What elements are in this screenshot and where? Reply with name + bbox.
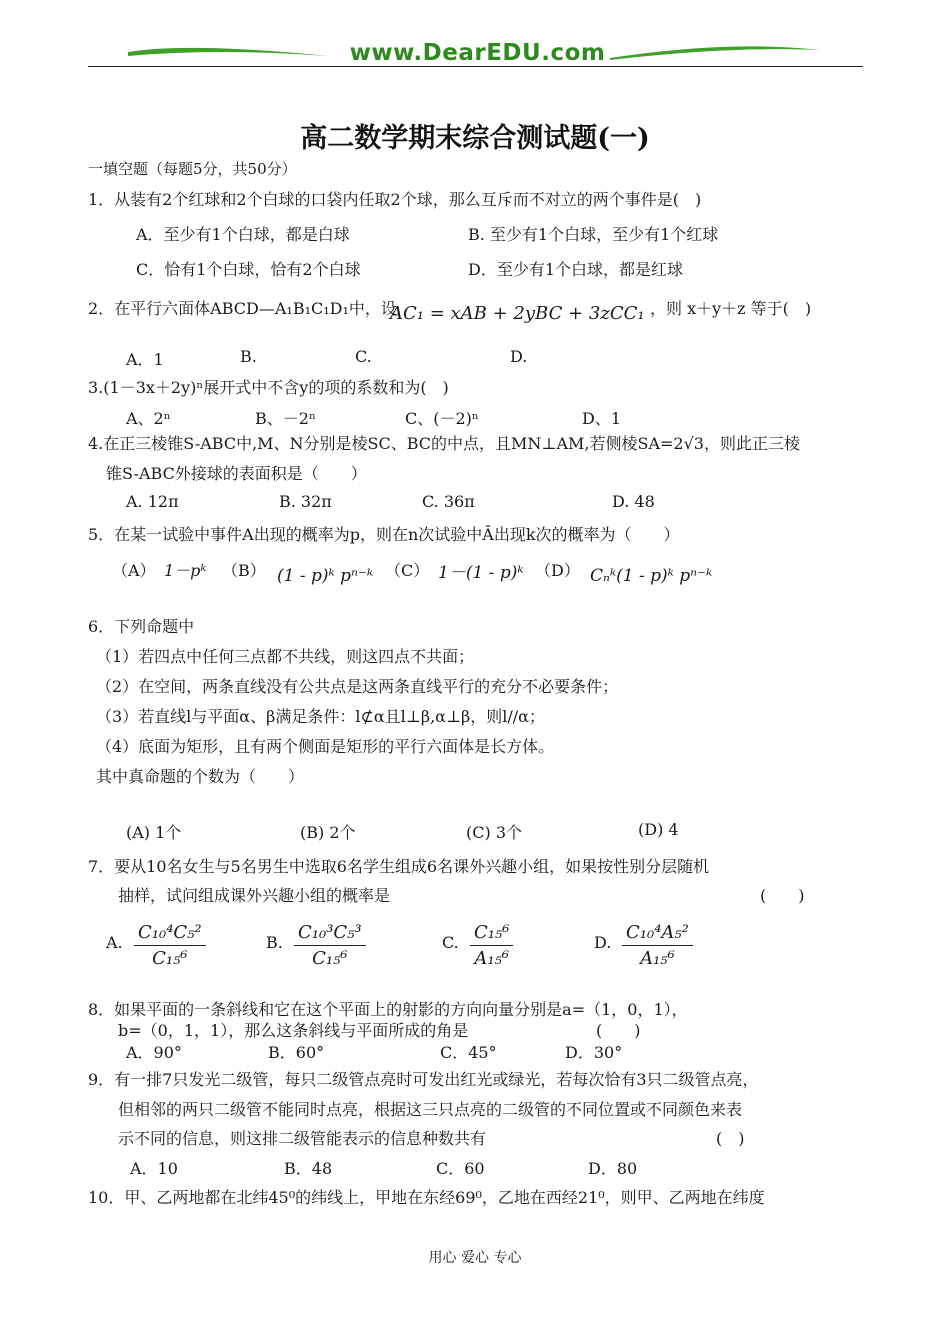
q7-option-c-fraction — [470, 922, 513, 969]
q1-option-b: B. 至少有1个白球，至少有1个红球 — [468, 225, 719, 244]
q9-line3: 示不同的信息，则这排二级管能表示的信息种数共有 — [118, 1129, 487, 1148]
q7-option-a-numerator: C₁₀⁴C₅² — [134, 922, 206, 946]
logo-text[interactable]: www.DearEDU.com — [349, 40, 606, 66]
q7-option-d-label: D. — [594, 933, 612, 952]
q6-question: 其中真命题的个数为（ ） — [96, 767, 305, 786]
q8-option-c: C．45° — [440, 1043, 497, 1062]
q6-statement-1: （1）若四点中任何三点都不共线，则这四点不共面； — [96, 647, 475, 666]
q7-paren: ( ) — [760, 886, 805, 905]
q8-option-d: D．30° — [565, 1043, 623, 1062]
q9-option-b: B．48 — [284, 1159, 333, 1178]
q2-formula: AC₁ = xAB + 2yBC + 3zCC₁ — [390, 303, 645, 324]
q7-option-c-numerator: C₁₅⁶ — [470, 922, 513, 946]
q1-option-a: A．至少有1个白球，都是白球 — [136, 225, 350, 244]
q5-option-b-expr: (1 - p)ᵏ pⁿ⁻ᵏ — [277, 566, 374, 586]
q4-option-a: A. 12π — [126, 492, 179, 511]
q5-option-b-label: （B） — [222, 561, 266, 580]
q6-stem: 6．下列命题中 — [88, 617, 195, 636]
q4-line2: 锥S-ABC外接球的表面积是（ ） — [106, 464, 367, 483]
q4-option-d: D. 48 — [612, 492, 655, 511]
q6-option-d: (D) 4 — [638, 820, 679, 839]
q5-option-a-label: （A） — [112, 561, 156, 580]
q3-option-d: D、1 — [582, 409, 622, 428]
q9-option-d: D．80 — [588, 1159, 638, 1178]
q6-option-c: (C) 3个 — [466, 823, 522, 842]
q7-line1: 7．要从10名女生与5名男生中选取6名学生组成6名课外兴趣小组，如果按性别分层随机 — [88, 857, 710, 876]
q7-option-c-label: C. — [442, 933, 459, 952]
q9-line1: 9．有一排7只发光二级管，每只二级管点亮时可发出红光或绿光，若每次恰有3只二级管点亮， — [88, 1070, 759, 1089]
q2-option-d: D. — [510, 347, 528, 366]
q7-option-c-denominator: A₁₅⁶ — [474, 948, 510, 969]
q7-option-b-label: B. — [266, 933, 283, 952]
q4-option-b: B. 32π — [279, 492, 332, 511]
q2-stem: 2．在平行六面体ABCD—A₁B₁C₁D₁中，设 — [88, 299, 397, 318]
q5-option-c-label: （C） — [385, 561, 430, 580]
q7-option-a-fraction — [134, 922, 206, 969]
q3-option-b: B、－2ⁿ — [255, 409, 316, 428]
q5-stem: 5．在某一试验中事件A出现的概率为p，则在n次试验中Ā出现k次的概率为（ ） — [88, 525, 680, 544]
q1-stem: 1．从装有2个红球和2个白球的口袋内任取2个球，那么互斥而不对立的两个事件是( ) — [88, 190, 702, 209]
page-footer: 用心 爱心 专心 — [428, 1250, 522, 1266]
q7-option-d-denominator: A₁₅⁶ — [640, 948, 675, 969]
q8-option-a: A．90° — [126, 1043, 182, 1062]
q8-line2: b=（0，1，1），那么这条斜线与平面所成的角是 — [118, 1021, 469, 1040]
q7-option-a-label: A. — [106, 933, 123, 952]
q2-option-a: A．1 — [126, 350, 164, 369]
section-heading: 一填空题（每题5分，共50分） — [88, 160, 297, 178]
q7-option-b-fraction — [294, 922, 366, 969]
q2-option-c: C. — [355, 347, 372, 366]
q5-option-c-expr: 1－(1 - p)ᵏ — [438, 563, 524, 583]
page-title: 高二数学期末综合测试题(一) — [300, 123, 650, 154]
q9-option-a: A．10 — [130, 1159, 178, 1178]
q3-stem: 3.(1－3x＋2y)ⁿ展开式中不含y的项的系数和为( ) — [88, 378, 449, 397]
q9-option-c: C．60 — [436, 1159, 485, 1178]
q5-option-a-expr: 1－pᵏ — [164, 561, 207, 580]
q8-option-b: B．60° — [268, 1043, 325, 1062]
q3-option-c: C、(－2)ⁿ — [405, 409, 479, 428]
q1-option-d: D．至少有1个白球，都是红球 — [468, 260, 684, 279]
q8-paren: ( ) — [596, 1021, 641, 1040]
q2-option-b: B. — [240, 347, 257, 366]
q4-line1: 4.在正三棱锥S-ABC中,M、N分别是棱SC、BC的中点，且MN⊥AM,若侧棱SA=2√3，则此正三棱 — [88, 434, 800, 453]
q7-option-b-numerator: C₁₀³C₅³ — [294, 922, 366, 946]
q9-line2: 但相邻的两只二级管不能同时点亮，根据这三只点亮的二级管的不同位置或不同颜色来表 — [118, 1100, 743, 1119]
q5-option-d-label: （D） — [535, 561, 580, 580]
q4-option-c: C. 36π — [422, 492, 475, 511]
q8-line1: 8．如果平面的一条斜线和它在这个平面上的射影的方向向量分别是a=（1，0，1）， — [88, 1000, 688, 1019]
q2-tail: ，则 x＋y＋z 等于( ) — [650, 299, 812, 318]
q1-option-c: C．恰有1个白球，恰有2个白球 — [136, 260, 361, 279]
q6-option-a: (A) 1个 — [126, 823, 182, 842]
q7-line2: 抽样，试问组成课外兴趣小组的概率是 — [118, 886, 391, 905]
q7-option-b-denominator: C₁₅⁶ — [312, 948, 348, 969]
q7-option-a-denominator: C₁₅⁶ — [152, 948, 188, 969]
q6-statement-2: （2）在空间，两条直线没有公共点是这两条直线平行的充分不必要条件； — [96, 677, 619, 696]
q10-line1: 10．甲、乙两地都在北纬45⁰的纬线上，甲地在东经69⁰，乙地在西经21⁰，则甲、乙两地在纬度 — [88, 1188, 765, 1207]
q7-option-d-fraction — [622, 922, 693, 969]
q7-option-d-numerator: C₁₀⁴A₅² — [622, 922, 693, 946]
q6-statement-4: （4）底面为矩形，且有两个侧面是矩形的平行六面体是长方体。 — [96, 737, 555, 756]
q9-paren: ( ) — [716, 1129, 745, 1148]
q6-statement-3: （3）若直线l与平面α、β满足条件：l⊄α且l⊥β,α⊥β，则l//α； — [96, 707, 545, 726]
header-rule — [88, 66, 863, 67]
q5-option-d-expr: Cₙᵏ(1 - p)ᵏ pⁿ⁻ᵏ — [590, 566, 713, 586]
q3-option-a: A、2ⁿ — [126, 409, 171, 428]
q6-option-b: (B) 2个 — [300, 823, 356, 842]
